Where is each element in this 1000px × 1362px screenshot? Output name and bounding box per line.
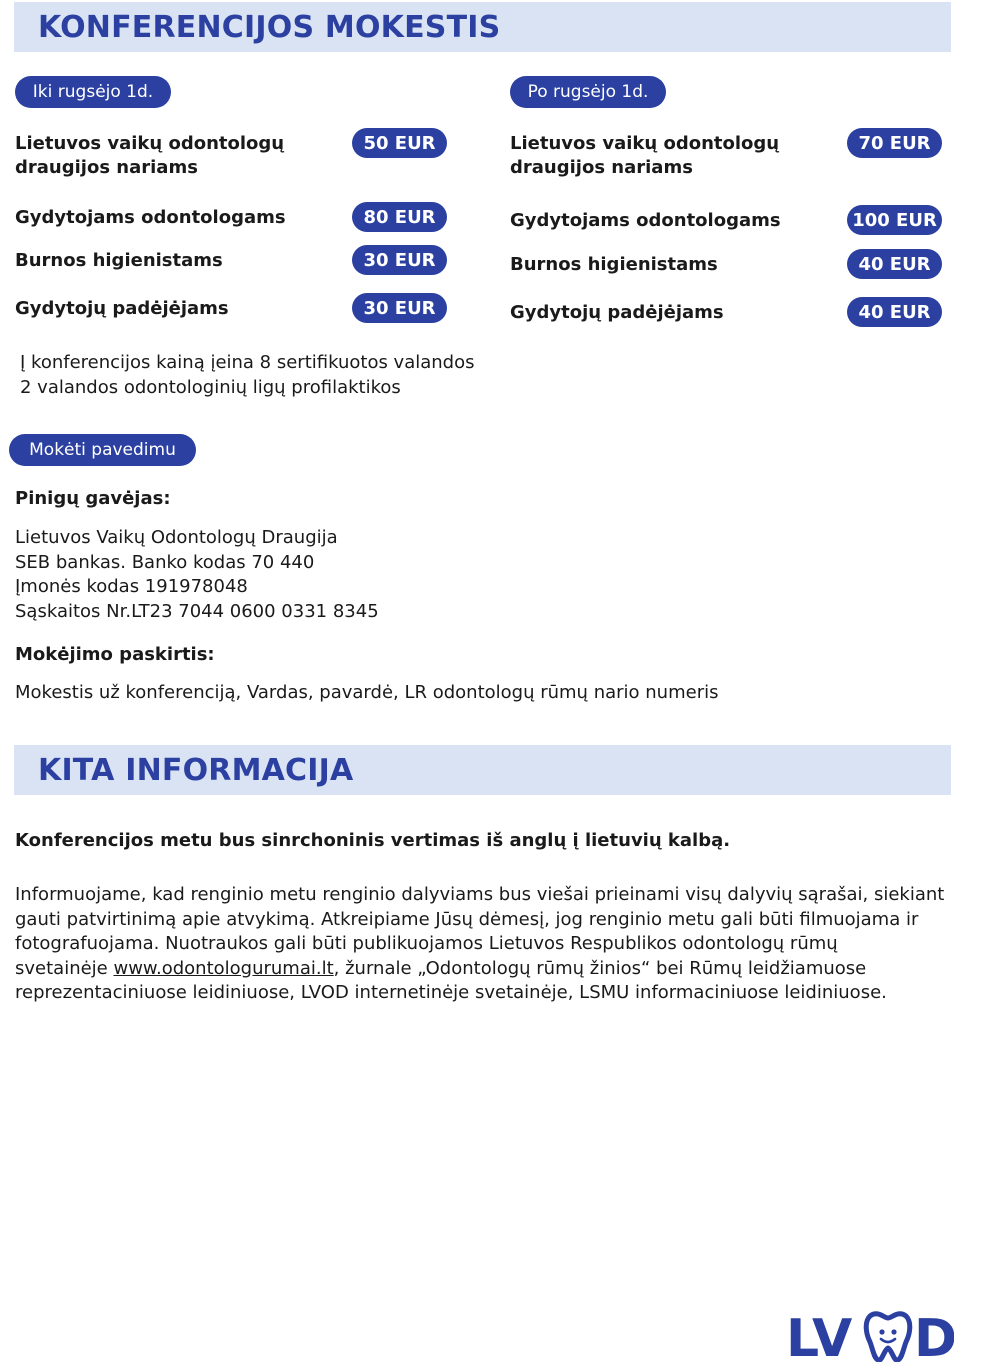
other-section-header	[14, 745, 951, 795]
after-dentists-price: 100 EUR	[847, 205, 942, 235]
before-members-label: Lietuvos vaikų odontologų draugijos nariams	[15, 133, 285, 178]
tooth-icon	[866, 1314, 910, 1360]
after-members-price: 70 EUR	[847, 128, 942, 158]
before-members-price: 50 EUR	[352, 128, 447, 158]
after-hygienists-price: 40 EUR	[847, 249, 942, 279]
other-section-title: KITA INFORMACIJA	[38, 752, 354, 788]
info-paragraph: Informuojame, kad renginio metu renginio dalyviams bus viešai prieinami visų dalyvių sąrašai, siekiant gauti patvirtinimą apie atvykimą. Atkreipiame Jūsų dėmesį, jog renginio metu gali būti filmuojama ir fotografuojama. Nuotraukos gali būti publikuojamos Lietuvos Respublikos odontologų rūmų svetainėje www.odontologurumai.lt, žurnale „Odontologų rūmų žinios“ bei Rūmų leidžiamuose reprezentaciniuose leidiniuose, LVOD internetinėje svetainėje, LSMU informaciniuose leidiniuose.	[15, 884, 945, 1003]
before-dentists-price: 80 EUR	[352, 202, 447, 232]
after-assistants-label: Gydytojų padėjėjams	[510, 302, 724, 323]
after-assistants-price: 40 EUR	[847, 297, 942, 327]
translation-note: Konferencijos metu bus sinrchoninis vertimas iš anglų į lietuvių kalbą.	[15, 830, 731, 851]
payment-method-label: Mokėti pavedimu	[9, 434, 196, 466]
recipient-details: Lietuvos Vaikų Odontologų Draugija SEB bankas. Banko kodas 70 440 Įmonės kodas 191978048 Sąskaitos Nr.LT23 7044 0600 0331 8345	[15, 527, 379, 622]
before-assistants-price: 30 EUR	[352, 293, 447, 323]
before-dentists-label: Gydytojams odontologams	[15, 207, 286, 228]
odontologurumai-link[interactable]: www.odontologurumai.lt	[113, 957, 334, 979]
lvod-logo	[786, 1308, 954, 1362]
before-hygienists-price: 30 EUR	[352, 245, 447, 275]
purpose-heading: Mokėjimo paskirtis:	[15, 644, 215, 665]
before-assistants-label: Gydytojų padėjėjams	[15, 298, 229, 319]
after-dentists-label: Gydytojams odontologams	[510, 210, 781, 231]
logo-text-right: D	[914, 1309, 954, 1362]
includes-note: Į konferencijos kainą įeina 8 sertifikuotos valandos 2 valandos odontologinių ligų profilaktikos	[20, 352, 475, 398]
purpose-text: Mokestis už konferenciją, Vardas, pavardė, LR odontologų rūmų nario numeris	[15, 682, 719, 703]
logo-text-left: LV	[786, 1309, 853, 1362]
after-hygienists-label: Burnos higienistams	[510, 254, 718, 275]
before-hygienists-label: Burnos higienistams	[15, 250, 223, 271]
fee-section-header	[14, 2, 951, 52]
after-date-label: Po rugsėjo 1d.	[510, 76, 666, 108]
after-members-label: Lietuvos vaikų odontologų draugijos nariams	[510, 133, 780, 178]
fee-section-title: KONFERENCIJOS MOKESTIS	[38, 9, 501, 45]
before-date-label: Iki rugsėjo 1d.	[15, 76, 171, 108]
recipient-heading: Pinigų gavėjas:	[15, 488, 171, 509]
